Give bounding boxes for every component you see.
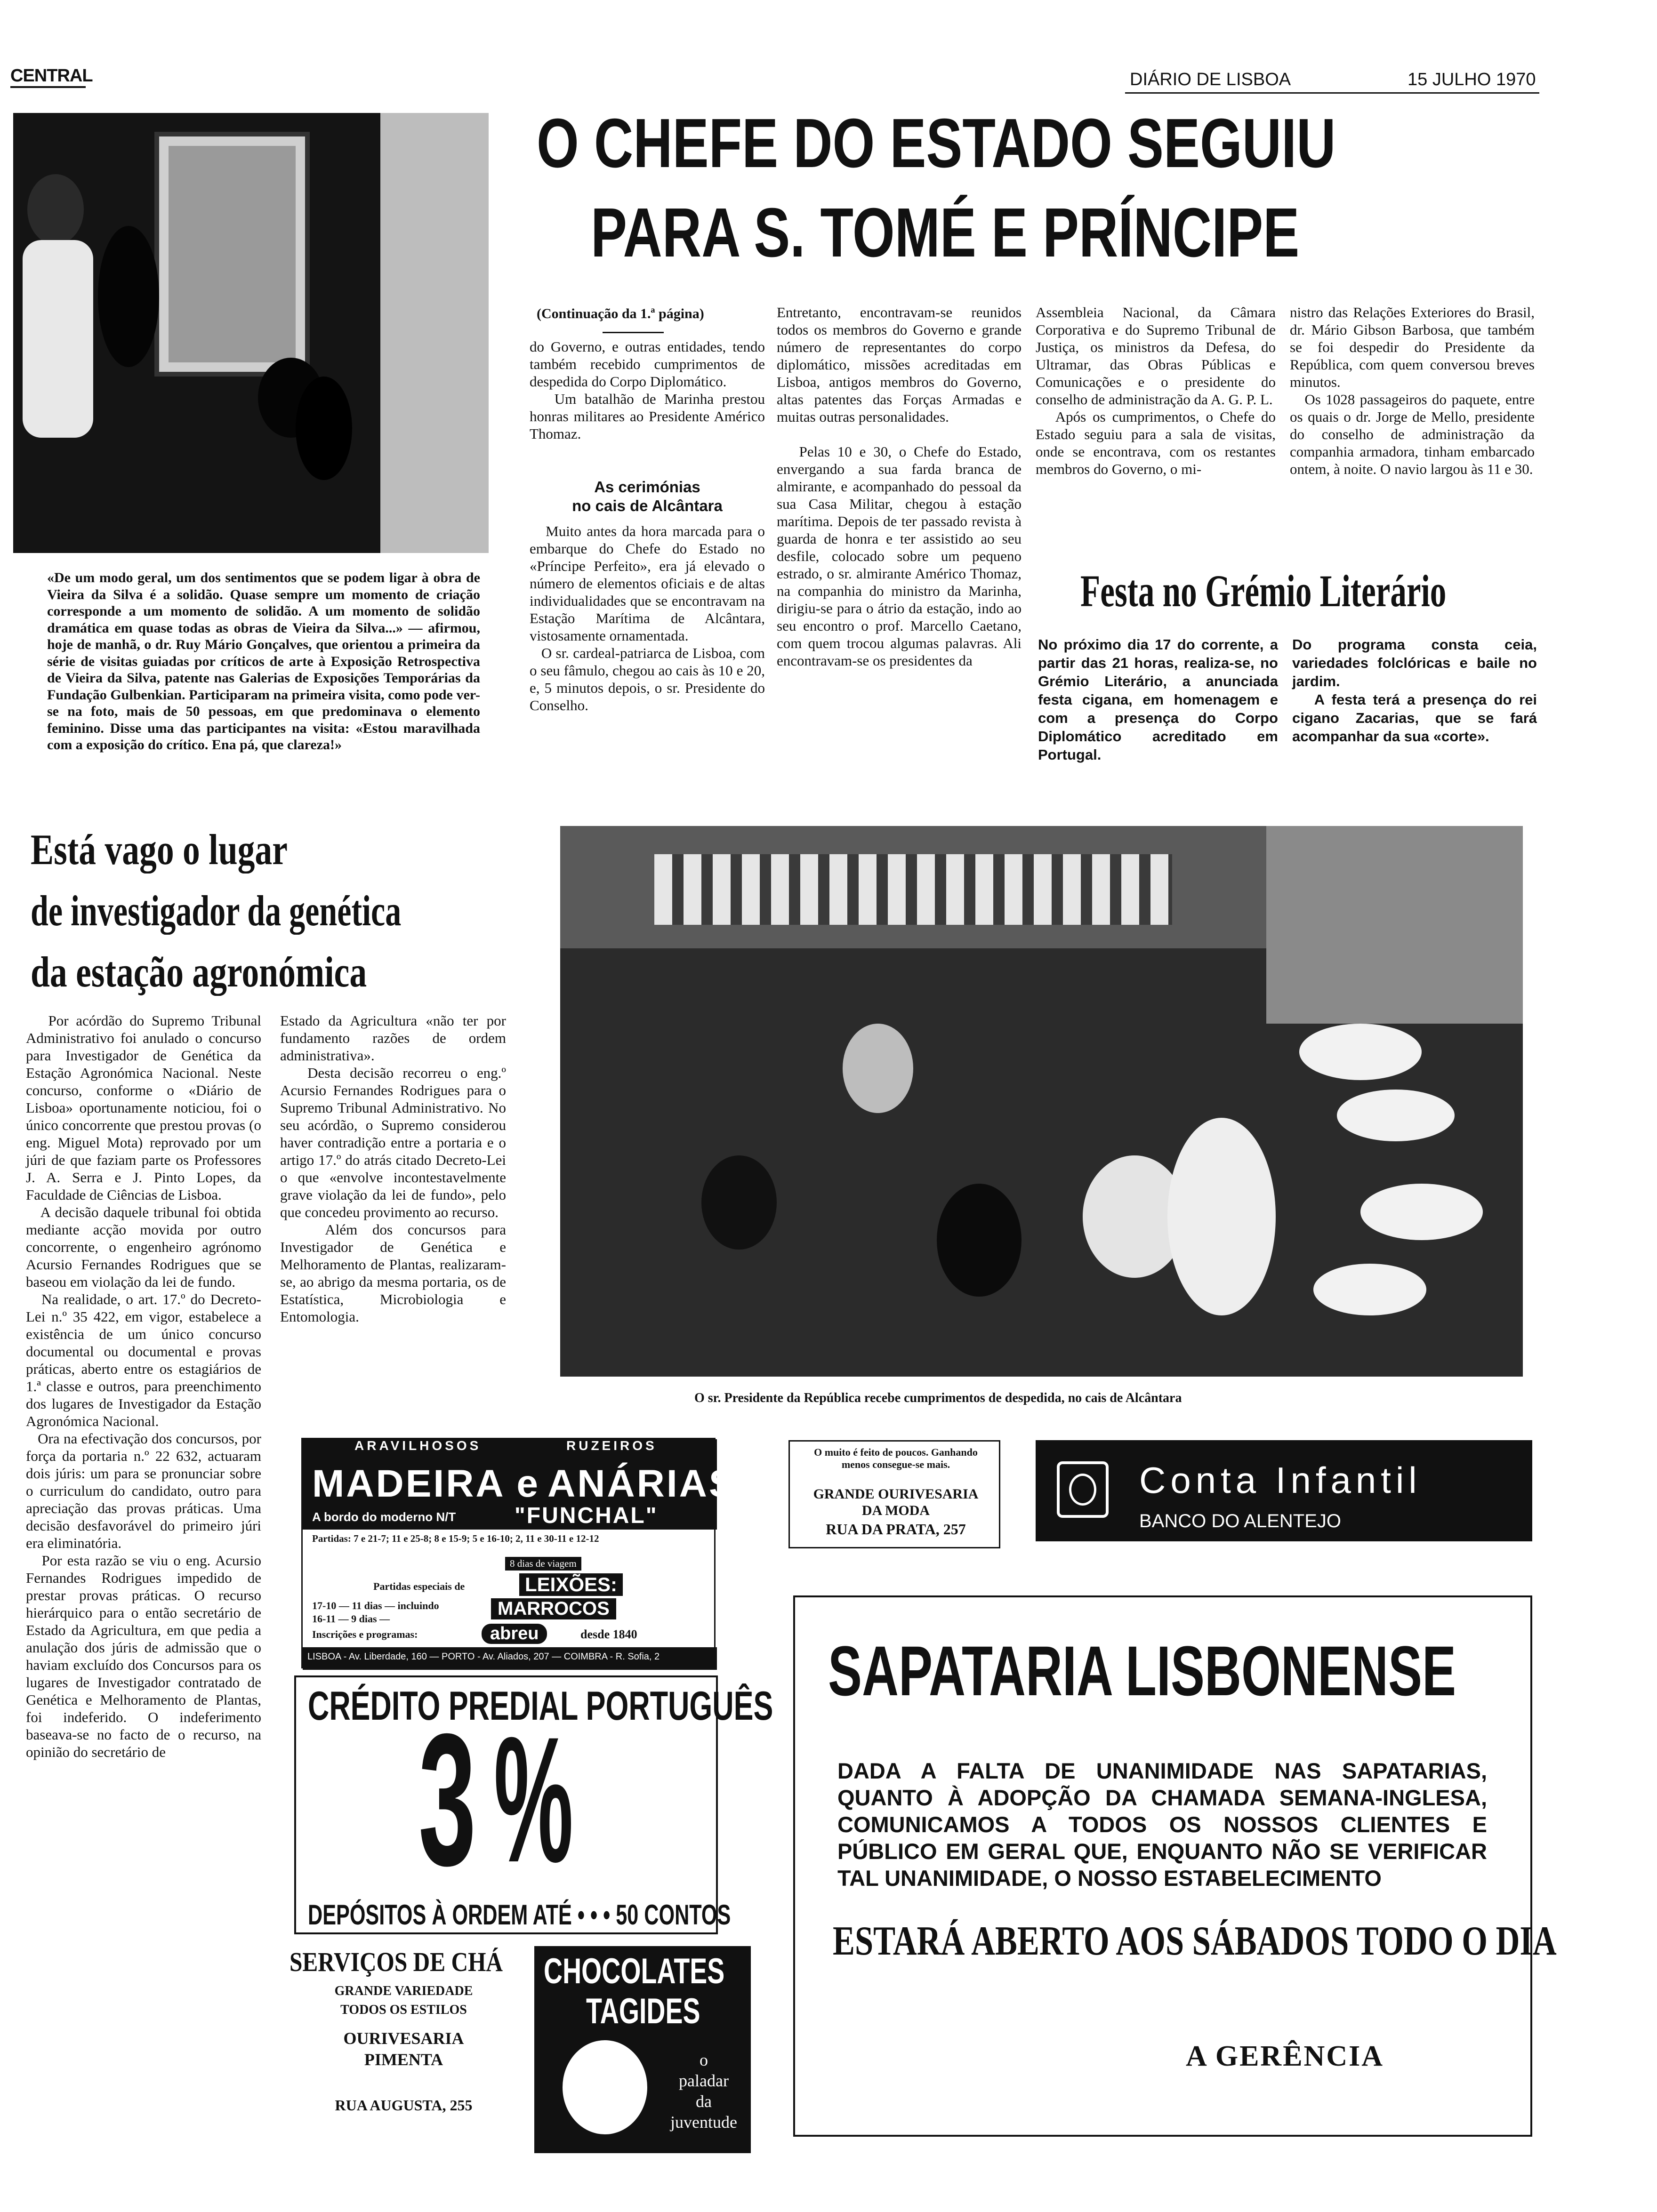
main-col-1a: do Governo, e outras entidades, tendo também recebido cumprimentos de despedida do Corpo Diplomático. Um batalhão de Marinha prestou honras militares ao Presidente Américo Thomaz. xyxy=(530,338,765,442)
cruzeiros-top-right: RUZEIROS xyxy=(566,1438,657,1453)
continuation-note: (Continuação da 1.ª página) xyxy=(537,306,704,321)
exhibition-caption: «De um modo geral, um dos sentimentos que se podem ligar à obra de Vieira da Silva é a solidão. Quase sempre um momento de criação corresponde a um momento de solidão. A um momento de solidão dramática em quase todas as obras de Vieira da Silva...» — afirmou, hoje de manhã, o dr. Ruy Mário Gonçalves, que orientou a primeira da série de visitas guiadas por críticos de arte à Exposição Retrospectiva de Vieira da Silva, patente nas Galerias de Exposições Temporárias da Fundação Gulbenkian. Participaram na primeira visita, como pode ver-se na foto, mais de 50 pessoas, em que predominava o elemento feminino. Disse uma das participantes na visita: «Estou maravilhada com a exposição do crítico. Ena pá, que clareza!» xyxy=(47,570,484,753)
ceremony-photo xyxy=(560,826,1523,1377)
chocolates-title1: CHOCOLATES xyxy=(544,1951,725,1991)
header-rule-right xyxy=(1125,92,1539,94)
cruzeiros-line1: A bordo do moderno N/T xyxy=(312,1510,456,1524)
exhibition-photo xyxy=(13,113,489,553)
chocolates-title2: TAGIDES xyxy=(586,1991,700,2031)
cha-address: RUA AUGUSTA, 255 xyxy=(335,2097,473,2114)
header-rule xyxy=(10,86,86,88)
credito-title: CRÉDITO PREDIAL PORTUGUÊS xyxy=(308,1683,773,1729)
main-headline-1: O CHEFE DO ESTADO SEGUIU xyxy=(537,104,1336,182)
issue-date: 15 JULHO 1970 xyxy=(1408,70,1536,89)
genetica-col-2: Estado da Agricultura «não ter por fundamento razões de ordem administrativa». Desta decisão recorreu o eng.º Acursio Fernandes Rodrigues para o Supremo Tribunal Administrativo. No seu acórdão, o Supremo considerou haver contradição entre a portaria e o artigo 17.º do atrás citado Decreto-Lei o que «envolve incontestavelmente grave violação da lei de fundo», pelo que concedeu provimento ao recurso. Além dos concursos para Investigador de Genética e Melhoramento de Plantas, realizaram-se, ao abrigo da mesma portaria, os de Estatística, Microbiologia e Entomologia. xyxy=(280,1012,507,1325)
cruzeiros-leixoes: LEIXÕES: xyxy=(519,1573,623,1596)
newspaper-name: DIÁRIO DE LISBOA xyxy=(1130,70,1291,89)
main-col-4: nistro das Relações Exteriores do Brasil, dr. Mário Gibson Barbosa, que também se foi despedir do Presidente da República, com quem conversou breves minutos. Os 1028 passageiros do paquete, entre os quais o dr. Jorge de Mello, presidente do conselho de administração da companhia armadora, tinham embarcado ontem, à noite. O navio largou às 11 e 30. xyxy=(1290,304,1535,477)
cruzeiros-dates: Partidas: 7 e 21-7; 11 e 25-8; 8 e 15-9; 5 e 16-10; 2, 11 e 30-11 e 12-12 xyxy=(312,1533,599,1544)
moda-text: O muito é feito de poucos. Ganhando menos consegue-se mais. xyxy=(814,1446,978,1470)
cruzeiros-marrocos-dates: 17-10 — 11 dias — incluindo 16-11 — 9 dias — xyxy=(312,1600,439,1625)
cha-name2: PIMENTA xyxy=(364,2050,443,2069)
conta-bank: BANCO DO ALENTEJO xyxy=(1139,1511,1341,1531)
cruzeiros-addresses: LISBOA - Av. Liberdade, 160 — PORTO - Av. Aliados, 207 — COIMBRA - R. Sofia, 2 xyxy=(307,1651,660,1662)
ceremony-caption: O sr. Presidente da República recebe cumprimentos de despedida, no cais de Alcântara xyxy=(694,1391,1182,1405)
genetica-headline-3: da estação agronómica xyxy=(31,948,367,996)
moda-name2: DA MODA xyxy=(861,1503,930,1518)
section-label: CENTRAL xyxy=(10,66,93,86)
credito-percent: % xyxy=(494,1699,573,1899)
moda-address: RUA DA PRATA, 257 xyxy=(826,1521,966,1538)
festa-col-1: No próximo dia 17 do corrente, a partir das 21 horas, realiza-se, no Grémio Literário, a anunciada festa cigana, em homenagem e com a presença do Corpo Diplomático acreditado em Portugal. xyxy=(1038,636,1282,763)
child-illustration xyxy=(563,2040,647,2134)
conta-title: Conta Infantil xyxy=(1139,1459,1422,1501)
cha-line1: GRANDE VARIEDADE xyxy=(334,1984,473,1998)
ourivesaria-moda-ad xyxy=(788,1440,1000,1548)
festa-col-2: Do programa consta ceia, variedades folclóricas e baile no jardim. A festa terá a presença do rei cigano Zacarias, que se fará acompanhar da sua «corte». xyxy=(1292,636,1537,745)
main-col-3: Assembleia Nacional, da Câmara Corporativa e do Supremo Tribunal de Justiça, os ministros da Defesa, do Ultramar, das Obras Públicas e Comunicações e o presidente do conselho de administração da A. G. P. L. Após os cumprimentos, o Chefe do Estado seguiu para a sala de visitas, onde se encontrava, com os restantes membros do Governo, o mi- xyxy=(1036,304,1276,477)
cruzeiros-canarias: ANÁRIAS xyxy=(547,1462,737,1505)
cha-title: SERVIÇOS DE CHÁ xyxy=(290,1947,503,1977)
moda-name1: GRANDE OURIVESARIA xyxy=(813,1486,979,1502)
main-headline-2: PARA S. TOMÉ E PRÍNCIPE xyxy=(591,194,1300,272)
credito-deposit: DEPÓSITOS À ORDEM ATÉ • • • 50 CONTOS xyxy=(308,1899,731,1931)
cruzeiros-ship: "FUNCHAL" xyxy=(515,1503,658,1528)
sapataria-title: SAPATARIA LISBONENSE xyxy=(828,1631,1456,1710)
cruzeiros-marrocos: MARROCOS xyxy=(491,1598,616,1619)
chocolates-slogan: o paladar da juventude xyxy=(670,2051,737,2132)
genetica-headline-2: de investigador da genética xyxy=(31,887,402,935)
cruzeiros-ad xyxy=(301,1438,737,1668)
sapataria-open: ESTARÁ ABERTO AOS SÁBADOS TODO O DIA xyxy=(833,1918,1557,1964)
cruzeiros-madeira: MADEIRA e xyxy=(312,1462,540,1505)
cruzeiros-inscricoes: Inscrições e programas: xyxy=(312,1628,418,1640)
cruzeiros-top-left: ARAVILHOSOS xyxy=(354,1438,482,1453)
chocolates-ad xyxy=(534,1946,751,2153)
sapataria-sign: A GERÊNCIA xyxy=(1186,2040,1384,2072)
cruzeiros-since: desde 1840 xyxy=(580,1627,637,1641)
cruzeiros-special: Partidas especiais de xyxy=(373,1580,465,1592)
credito-rate: 3 xyxy=(418,1694,476,1905)
cruzeiros-duration: 8 dias de viagem xyxy=(505,1557,581,1571)
main-col-1b: Muito antes da hora marcada para o embarque do Chefe do Estado no «Príncipe Perfeito», era já elevado o número de elementos oficiais e de altas individualidades que se encontravam na Estação Marítima de Alcântara, vistosamente ornamentada. O sr. cardeal-patriarca de Lisboa, com o seu fâmulo, chegou ao cais às 10 e 20, e, 5 minutos depois, o sr. Presidente do Conselho. xyxy=(530,523,765,713)
genetica-headline-1: Está vago o lugar xyxy=(31,825,288,874)
genetica-col-1: Por acórdão do Supremo Tribunal Administrativo foi anulado o concurso para Investigador de Genética da Estação Agronómica Nacional. Neste concurso, conforme o «Diário de Lisboa» oportunamente noticiou, foi o único concorrente que prestou provas (o eng. Miguel Mota) reprovado por um júri de que faziam parte os Professores J. A. Serra e J. Pinto Lopes, da Faculdade de Ciências de Lisboa. A decisão daquele tribunal foi obtida mediante acção movida por outro concorrente, o engenheiro agrónomo Acursio Fernandes Rodrigues que se baseou em violação da lei de fundo. Na realidade, o art. 17.º do Decreto-Lei n.º 35 422, em vigor, estabelece a existência de um único concurso documental ou documental e provas práticas, aberto entre os estagiários de 1.ª classe e outros, para preenchimento dos lugares de Investigador da Estação Agronómica Nacional. Ora na efectivação dos concursos, por força da portaria n.º 22 632, actuaram dois júris: um para se pronunciar sobre o curriculum do candidato, outro para apreciação das provas práticas. Uma decisão desfavorável do primeiro júri era eliminatória. Por esta razão se viu o eng. Acursio Fernandes Rodrigues impedido de prestar provas práticas. O recurso hierárquico para o então secretário de Estado da Agricultura, em que pedia a anulação dos júris de admissão que o haviam excluído dos Concursos para os lugares de Investigador contratado de Genética e Melhoramento de Plantas, foi indeferido. O indeferimento baseava-se no facto de o recurso, na opinião do secretário de xyxy=(26,1012,262,1760)
cha-line2: TODOS OS ESTILOS xyxy=(340,2003,467,2017)
continuation-rule xyxy=(603,332,664,333)
cruzeiros-brand: abreu xyxy=(482,1624,547,1644)
servicos-cha-ad xyxy=(282,1946,525,2148)
conta-infantil-ad xyxy=(1036,1440,1532,1541)
festa-title: Festa no Grémio Literário xyxy=(1080,566,1447,616)
main-col-2: Entretanto, encontravam-se reunidos todos os membros do Governo e grande número de representantes do corpo diplomático, missões acreditadas em Lisboa, antigos membros do Governo, altas patentes das Forças Armadas e muitas outras personalidades. Pelas 10 e 30, o Chefe do Estado, envergando a sua farda branca de almirante, e acompanhado do pessoal da sua Casa Militar, chegou à estação marítima. Depois de ter passado revista à guarda de honra e ter assistido ao seu desfile, colocado sobre um pequeno estrado, o sr. almirante Américo Thomaz, na companhia do ministro da Marinha, dirigiu-se para o átrio da estação, indo ao seu encontro o prof. Marcello Caetano, com quem trocou algumas palavras. Ali encontravam-se os presidentes da xyxy=(777,304,1022,669)
credito-predial-ad xyxy=(294,1675,773,1934)
sapataria-ad xyxy=(793,1595,1557,2137)
piggy-bank-icon xyxy=(1057,1461,1109,1518)
main-subhead: As cerimónias no cais de Alcântara xyxy=(572,478,723,514)
cha-name1: OURIVESARIA xyxy=(343,2029,464,2048)
sapataria-body: DADA A FALTA DE UNANIMIDADE NAS SAPATARIAS, QUANTO À ADOPÇÃO DA CHAMADA SEMANA-INGLESA, COMUNICAMOS A TODOS OS NOSSOS CLIENTES E PÚBLICO EM GERAL QUE, ENQUANTO NÃO SE VERIFICAR TAL UNANIMIDADE, O NOSSO ESTABELECIMENTO xyxy=(837,1758,1487,1891)
